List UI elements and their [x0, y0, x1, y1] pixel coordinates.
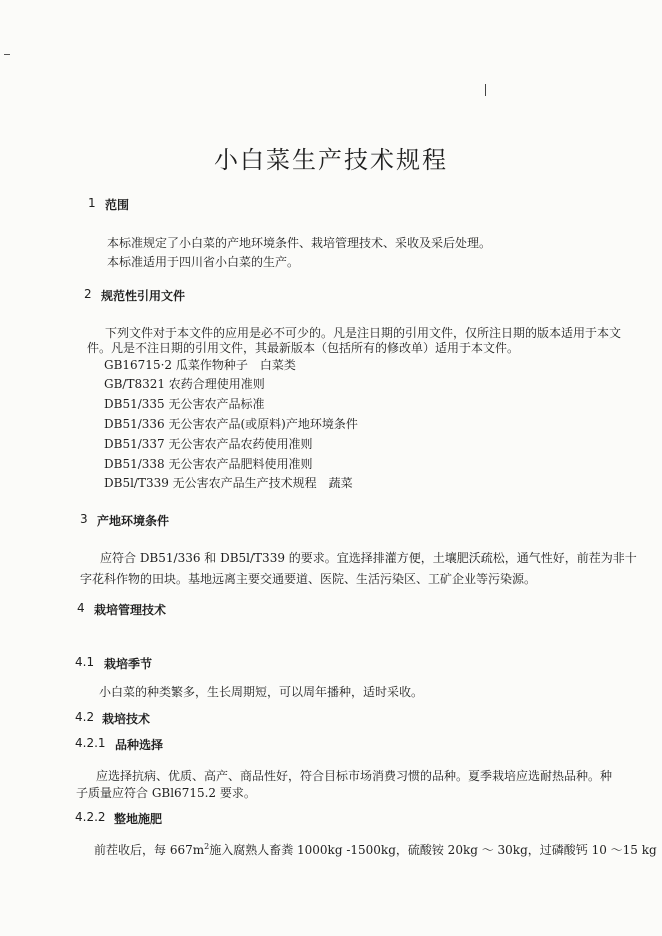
reference-item: GB16715·2 瓜菜作物种子 白菜类 — [104, 358, 296, 372]
document-title: 小白菜生产技术规程 — [214, 146, 448, 174]
section-number: 1 — [88, 196, 96, 210]
subsection-number: 4.2 — [75, 710, 95, 724]
paragraph: 下列文件对于本文件的应用是必不可少的。凡是注日期的引用文件，仅所注日期的版本适用于本文 — [105, 326, 622, 340]
subsection-heading: 栽培季节 — [104, 657, 153, 671]
section-heading: 产地环境条件 — [97, 514, 170, 528]
paragraph-text: 前茬收后，每 667m — [94, 843, 205, 857]
section-heading: 栽培管理技术 — [94, 603, 167, 617]
superscript: 2 — [204, 842, 210, 851]
paragraph: 应选择抗病、优质、高产、商品性好，符合目标市场消费习惯的品种。夏季栽培应选耐热品种。种 — [96, 769, 613, 783]
paragraph: 小白菜的种类繁多，生长周期短，可以周年播种，适时采收。 — [99, 685, 424, 699]
paragraph: 件。凡是不注日期的引用文件，其最新版本（包括所有的修改单）适用于本文件。 — [87, 341, 520, 355]
section-number: 2 — [84, 287, 92, 301]
paragraph: 本标准规定了小白菜的产地环境条件、栽培管理技术、采收及采后处理。 — [107, 236, 492, 250]
scan-mark — [4, 54, 10, 55]
subsection-number: 4.1 — [75, 655, 95, 669]
subsection-heading: 栽培技术 — [102, 712, 151, 726]
paragraph — [94, 841, 657, 858]
reference-item: DB51/337 无公害农产品农药使用准则 — [104, 437, 313, 451]
paragraph: 子质量应符合 GBl6715.2 要求。 — [76, 786, 256, 800]
section-heading: 范围 — [105, 198, 130, 212]
reference-item: GB/T8321 农药合理使用准则 — [104, 377, 265, 391]
subsection-number: 4.2.1 — [75, 736, 106, 750]
paragraph: 本标准适用于四川省小白菜的生产。 — [107, 255, 300, 269]
subsection-heading: 整地施肥 — [114, 812, 163, 826]
reference-item: DB51/335 无公害农产品标准 — [104, 397, 265, 411]
section-heading: 规范性引用文件 — [101, 289, 186, 303]
reference-item: DB51/338 无公害农产品肥料使用准则 — [104, 457, 313, 471]
scan-mark — [485, 84, 486, 96]
reference-item: DB5l/T339 无公害农产品生产技术规程 蔬菜 — [104, 476, 353, 490]
section-number: 3 — [80, 512, 88, 526]
reference-item: DB51/336 无公害农产品(或原料)产地环境条件 — [104, 417, 358, 431]
paragraph: 字花科作物的田块。基地远离主要交通要道、医院、生活污染区、工矿企业等污染源。 — [80, 572, 537, 586]
subsection-number: 4.2.2 — [75, 810, 106, 824]
paragraph: 应符合 DB51/336 和 DB5l/T339 的要求。宜选择排灌方便，土壤肥沃疏松，通气性好，前茬为非十 — [100, 551, 637, 565]
section-number: 4 — [77, 601, 85, 615]
subsection-heading: 品种选择 — [115, 738, 164, 752]
paragraph-text: 施入腐熟人畜粪 1000kg -1500kg，硫酸铵 20kg ～ 30kg，过磷酸钙 10 ～15 kg — [209, 843, 657, 857]
